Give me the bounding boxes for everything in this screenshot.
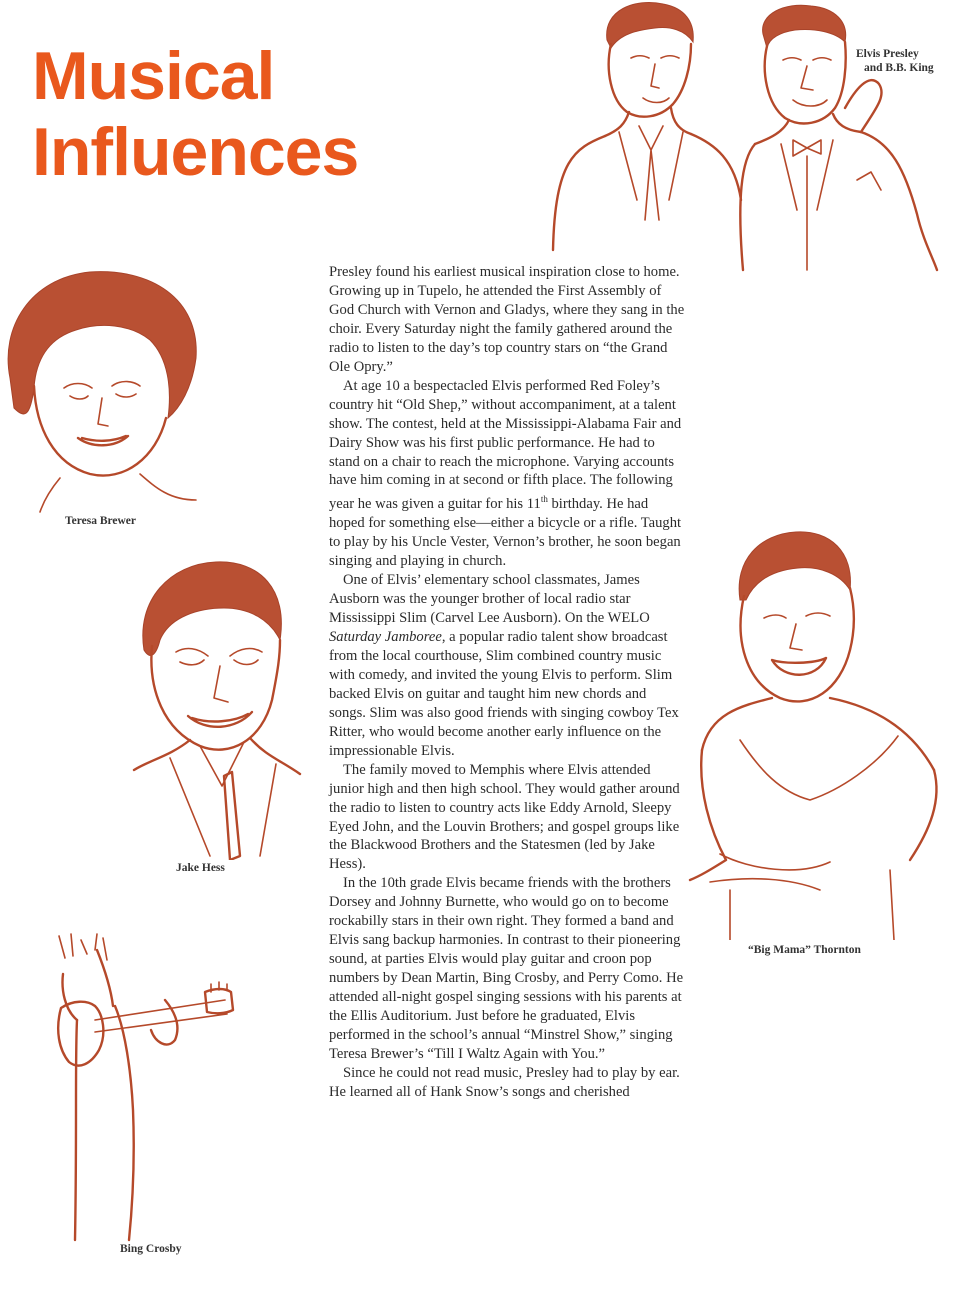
caption-bing-crosby: Bing Crosby bbox=[120, 1243, 182, 1255]
caption-teresa-brewer: Teresa Brewer bbox=[65, 515, 137, 527]
article-paragraph: Since he could not read music, Presley had to play by ear. He learned all of Hank Snow’s songs and cherished bbox=[329, 1064, 680, 1100]
article-paragraph bbox=[329, 571, 685, 761]
article-paragraph: Presley found his earliest musical inspiration close to home. Growing up in Tupelo, he attended the First Assembly of God Church with Vernon and Gladys, where they sang in the choir. Every Saturday night the family gathered around the radio to listen to the day’s top country stars on “the Grand Ole Opry.” bbox=[329, 264, 685, 375]
bing-crosby-illustration bbox=[55, 930, 240, 1245]
big-mama-thornton-illustration bbox=[680, 530, 945, 940]
elvis-bbking-illustration bbox=[545, 0, 940, 275]
article-text: , a popular radio talent show broadcast from the local courthouse, Slim combined country music with comedy, and invited the young Elvis to perform. Slim backed Elvis on guitar and taught him new chords and songs. Slim was also good friends with singing cowboy Tex Ritter, who would become another early influence on the impressionable Elvis. bbox=[329, 628, 679, 759]
caption-elvis-bbking-line-2: and B.B. King bbox=[864, 62, 934, 74]
ordinal-suffix: th bbox=[540, 494, 548, 505]
article-text: One of Elvis’ elementary school classmates, James Ausborn was the younger brother of local radio star Mississippi Slim (Carvel Lee Ausborn). On the WELO bbox=[329, 572, 650, 627]
article-paragraph: In the 10th grade Elvis became friends with the brothers Dorsey and Johnny Burnette, who would go on to become rockabilly stars in their own right. They formed a band and Elvis sang backup harmonies. In contrast to their pioneering sound, at parties Elvis would play guitar and croon pop numbers by Dean Martin, Bing Crosby, and Perry Como. He attended all-night gospel singing sessions with his parents at the Ellis Auditorium. Just before he graduated, Elvis performed in the school’s annual “Minstrel Show,” singing Teresa Brewer’s “Till I Waltz Again with You.” bbox=[329, 875, 684, 1062]
show-title: Saturday Jamboree bbox=[329, 628, 442, 645]
teresa-brewer-illustration bbox=[0, 268, 210, 513]
article-body bbox=[329, 263, 685, 1102]
page-title bbox=[32, 38, 358, 190]
caption-elvis-bbking bbox=[856, 47, 934, 75]
article-text: At age 10 a bespectacled Elvis performed Red Foley’s country hit “Old Shep,” without accompaniment, at a talent show. The contest, held at the Mississippi-Alabama Fair and Dairy Show was his first public performance. He had to stand on a chair to reach the microphone. Varying accounts have him coming in at second or fifth place. The following year he was given a guitar for his 11 bbox=[329, 377, 682, 513]
caption-elvis-bbking-line-1: Elvis Presley bbox=[856, 48, 919, 60]
article-paragraph bbox=[329, 377, 685, 571]
caption-big-mama-thornton: “Big Mama” Thornton bbox=[748, 944, 861, 956]
caption-jake-hess: Jake Hess bbox=[176, 862, 225, 874]
jake-hess-illustration bbox=[130, 560, 305, 860]
article-paragraph: The family moved to Memphis where Elvis attended junior high and then high school. They would gather around the radio to listen to country acts like Eddy Arnold, Sleepy Eyed John, and the Louvin Brothers; and gospel groups like the Blackwood Brothers and the Statesmen (led by Jake Hess). bbox=[329, 761, 680, 873]
article-text: birthday. He had hoped for something else—either a bicycle or a rifle. Taught to play by his Uncle Vester, Vernon’s brother, he soon began singing and playing in church. bbox=[329, 496, 682, 570]
title-line-1: Musical bbox=[32, 38, 275, 114]
title-line-2: Influences bbox=[32, 114, 359, 190]
